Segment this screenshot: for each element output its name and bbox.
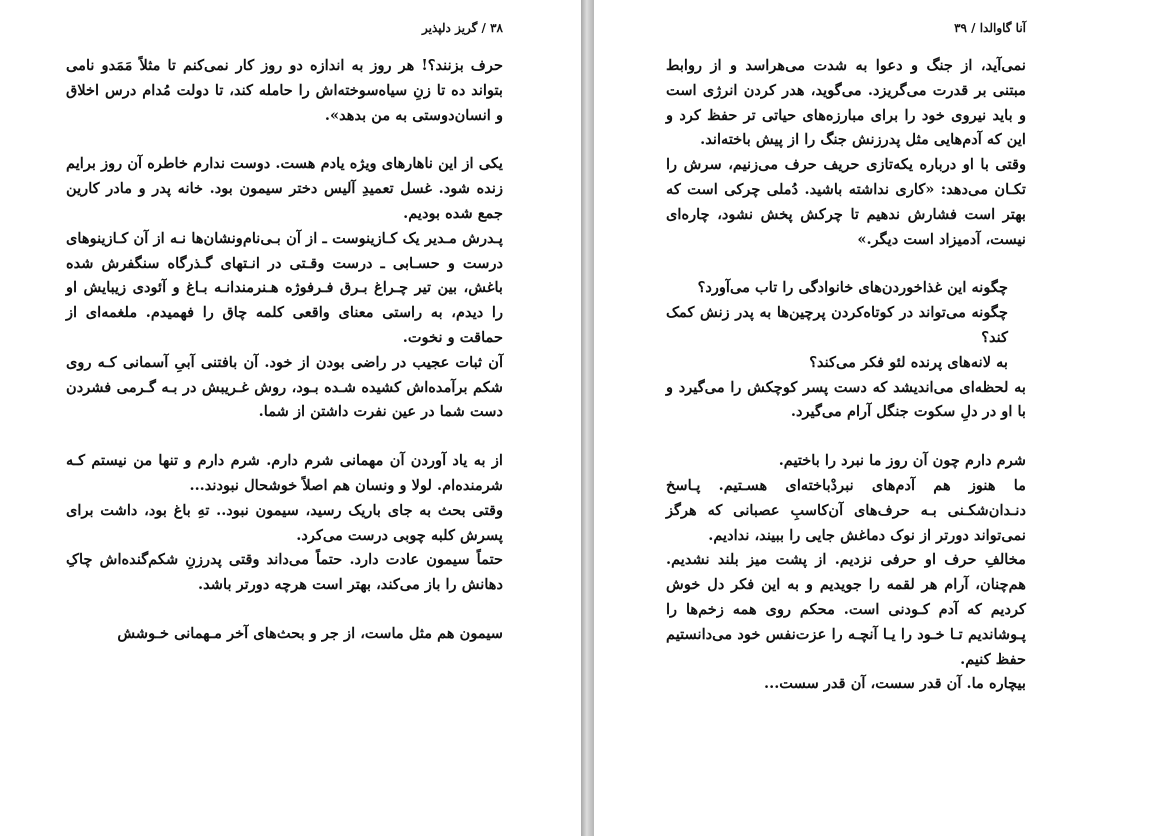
left-page-para-2: یکی از این ناهارهای ویژه یادم هست. دوست ندارم خاطره آن روز برایم زنده شود. غسل تعمیدِ آلیس دختر سیمون بود. خانه پدر و مادر کارین جمع شده بودیم. <box>66 155 503 222</box>
paragraph-gap <box>66 128 503 152</box>
left-page-para-7: وقتی بحث به جای باریک رسید، سیمون نبود.. تهِ باغ بود، داشت برای پسرش کلبه چوبی درست می‌کرد. <box>66 501 503 544</box>
paragraph-gap <box>66 598 503 622</box>
left-page-para-8: حتماً سیمون عادت دارد. حتماً می‌داند وقتی پدرزنِ شکم‌گنده‌اش چاکِ دهانش را باز می‌کند، بهتر است هرچه دورتر باشد. <box>66 551 503 594</box>
right-page-para-1: وقتی با او درباره یکه‌تازی حریف حرف می‌زنیم، سرش را تکـان می‌دهد: «کاری نداشته باشید. دُملی چرکی است که بهتر است فشارش ندهیم تا چرکش پخش نشود، چاره‌ای نیست، آدمیزاد است دیگر.» <box>666 156 1026 248</box>
left-page <box>0 0 581 836</box>
right-page-verse-4: چگونه می‌تواند در کوتاه‌کردن پرچین‌ها به پدر زنش کمک کند؟ <box>666 304 1008 346</box>
left-page-header: ۳۸ / گریز دلپذیر <box>422 21 503 35</box>
book-gutter <box>581 0 594 836</box>
right-page <box>594 0 1176 836</box>
left-page-para-3: پـدرش مـدیر یک کـازینوست ـ از آن بـی‌نام‌ونشان‌ها نـه از آن کـازینوهای درست و حسـابی ـ درست وقـتی در انـتهای گـذرگاه سنگفرش شده باغش، بین تیر چـراغ بـرق فـرفوژه هـنرمندانـه بـاغ و آئودی زیبایش او را دیدم، به راستی معنای واقعی کلمه چاق را فهمیدم. ملغمه‌ای از حماقت و نخوت. <box>66 229 503 346</box>
left-page-para-10: سیمون هم مثل ماست، از جر و بحث‌های آخر مـهمانی خـوشش <box>117 624 503 642</box>
right-page-para-8: شرم دارم چون آن روز ما نبرد را باختیم. <box>778 452 1026 470</box>
right-page-para-9: ما هنوز هم آدم‌های نبردْباخته‌ای هسـتیم. پـاسخ دنـدان‌شکـنی بـه حرف‌های آن‌کاسبِ عصبانی که هرگز نمی‌تواند دورتر از نوک دماغش جایی را ببیند، ندادیم. <box>666 476 1026 544</box>
right-page-para-0: نمی‌آید، از جنگ و دعوا به شدت می‌هراسد و از روابط مبتنی بر قدرت می‌گریزد. می‌گوید، هدر کردن انرژی است و باید نیروی خود را برای مبارزه‌های حیاتی تر حفظ کرد و این که آدم‌هایی مثل پدرزنش جنگ را از پیش باخته‌اند. <box>666 57 1026 149</box>
left-page-body <box>66 54 503 647</box>
right-page-para-10: مخالفِ حرف او حرفی نزدیم. از پشت میز بلند نشدیم. هم‌چنان، آرام هر لقمه را جویدیم و به این فکر دل خوش کردیم که آدم کـودنی است. محکم روی همه زخم‌ها را پـوشاندیم تـا خـود را یـا آنچـه را عزت‌نفس خود می‌دانستیم حفظ کنیم. <box>666 551 1026 668</box>
right-page-verse-5: به لانه‌های پرنده لئو فکر می‌کند؟ <box>809 353 1008 371</box>
paragraph-gap <box>666 252 1026 276</box>
left-page-para-6: از به یاد آوردن آن مهمانی شرم دارم. شرم دارم و تنها من نیستم کـه شرمنده‌ام. لولا و ونسان هم اصلاً خوشحال نبودند... <box>66 452 503 494</box>
paragraph-gap <box>666 425 1026 449</box>
right-page-para-11: بیچاره ما. آن قدر سست، آن قدر سست... <box>764 675 1026 693</box>
right-page-para-6: به لحظه‌ای می‌اندیشد که دست پسر کوچکش را می‌گیرد و با او در دلِ سکوت جنگل آرام می‌گیرد. <box>666 378 1026 421</box>
right-page-verse-3: چگونه این غذاخوردن‌های خانوادگی را تاب می‌آورد؟ <box>697 279 1008 297</box>
left-page-para-4: آن ثبات عجیب در راضی بودن از خود. آن بافتنی آبیِ آسمانی کـه روی شکم برآمده‌اش کشیده شـده بـود، روش غـریبش در بـه گـرمی فشردن دست شما در عین نفرت داشتن از شما. <box>66 353 503 421</box>
left-page-para-0: حرف بزنند؟! هر روز به اندازه دو روز کار نمی‌کنم تا مثلاً مَمَدو نامی بتواند ده تا زنِ سیاه‌سوخته‌اش را حامله کند، تا دولت مُدام درس اخلاق و انسان‌دوستی به من بدهد». <box>66 57 503 124</box>
paragraph-gap <box>66 425 503 449</box>
right-page-header: آنا گاوالدا / ۳۹ <box>954 21 1026 35</box>
right-page-body <box>666 54 1026 697</box>
